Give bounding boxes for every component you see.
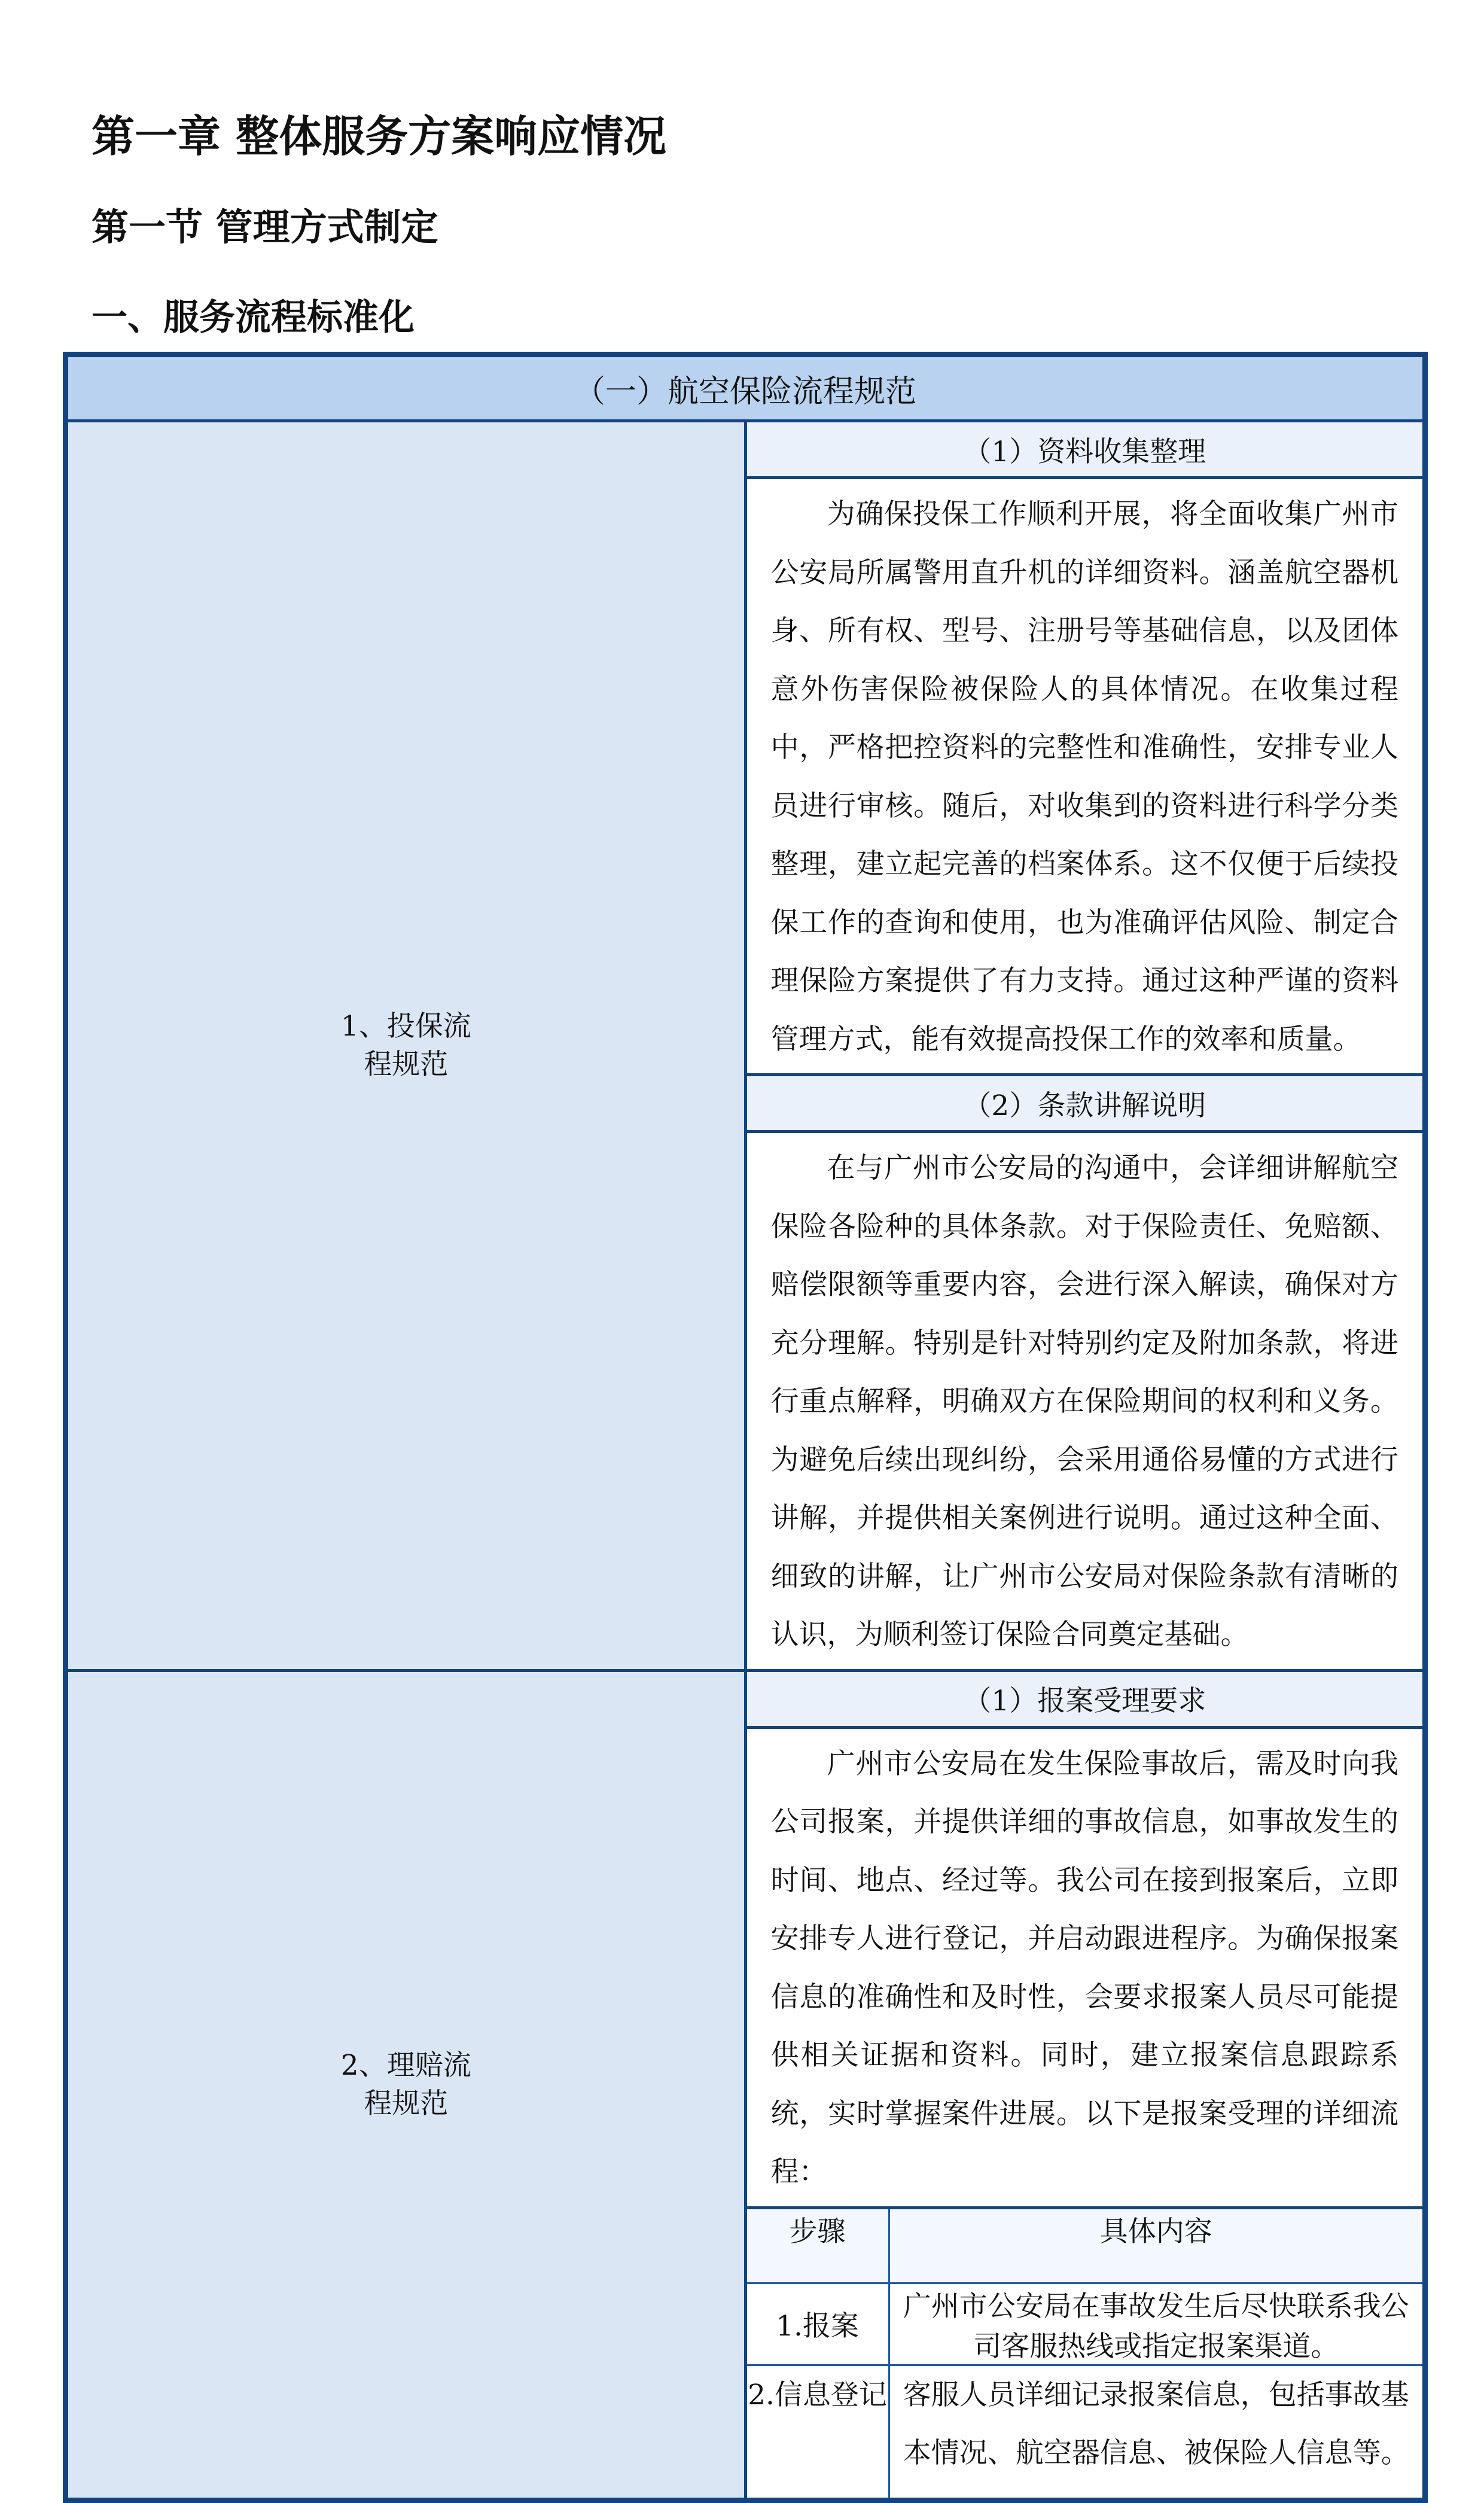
- group-label: 2、理赔流程规范: [340, 2048, 471, 2120]
- item-text: 在与广州市公安局的沟通中，会详细讲解航空保险各险种的具体条款。对于保险责任、免赔额、赔偿限额等重要内容，会进行深入解读，确保对方充分理解。特别是针对特别约定及附加条款，将进行重点解释，明确双方在保险期间的权利和义务。为避免后续出现纠纷，会采用通俗易懂的方式进行讲解，并提供相关案例进行说明。通过这种全面、细致的讲解，让广州市公安局对保险条款有清晰的认识，为顺利签订保险合同奠定基础。: [745, 1132, 1425, 1671]
- steps-table: [747, 2209, 1423, 2498]
- step-content: 广州市公安局在事故发生后尽快联系我公司客服热线或指定报案渠道。: [889, 2283, 1422, 2365]
- step-content: 客服人员详细记录报案信息，包括事故基本情况、航空器信息、被保险人信息等。: [889, 2365, 1422, 2498]
- item-text: 为确保投保工作顺利开展，将全面收集广州市公安局所属警用直升机的详细资料。涵盖航空器机身、所有权、型号、注册号等基础信息，以及团体意外伤害保险被保险人的具体情况。在收集过程中，严格把控资料的完整性和准确性，安排专业人员进行审核。随后，对收集到的资料进行科学分类整理，建立起完善的档案体系。这不仅便于后续投保工作的查询和使用，也为准确评估风险、制定合理保险方案提供了有力支持。通过这种严谨的资料管理方式，能有效提高投保工作的效率和质量。: [745, 478, 1425, 1075]
- group-label-underwriting: [66, 421, 746, 1671]
- section-heading: 第一节 管理方式制定: [92, 205, 438, 249]
- item-text: 广州市公安局在发生保险事故后，需及时向我公司报案，并提供详细的事故信息，如事故发生的时间、地点、经过等。我公司在接到报案后，立即安排专人进行登记，并启动跟进程序。为确保报案信息的准确性和及时性，会要求报案人员尽可能提供相关证据和资料。同时，建立报案信息跟踪系统，实时掌握案件进展。以下是报案受理的详细流程：: [745, 1727, 1425, 2207]
- group-label: 1、投保流程规范: [340, 1009, 471, 1081]
- process-table: [63, 352, 1428, 2503]
- table-caption: （一）航空保险流程规范: [66, 355, 1425, 421]
- step-name: 1.报案: [747, 2283, 889, 2365]
- item-title: （1）资料收集整理: [745, 421, 1425, 478]
- chapter-heading: 第一章 整体服务方案响应情况: [92, 111, 667, 162]
- item-title: （2）条款讲解说明: [745, 1075, 1425, 1132]
- steps-header-row: [747, 2209, 1423, 2283]
- steps-header-content: 具体内容: [889, 2209, 1422, 2283]
- item-title: （1）报案受理要求: [745, 1670, 1425, 1727]
- subsection-heading: 一、服务流程标准化: [92, 297, 415, 339]
- step-name: 2.信息登记: [747, 2365, 889, 2498]
- table-row: [747, 2283, 1423, 2365]
- table-row: [747, 2365, 1423, 2498]
- steps-cell: [745, 2207, 1425, 2500]
- group-label-claims: [66, 1670, 746, 2500]
- steps-header-step: 步骤: [747, 2209, 889, 2283]
